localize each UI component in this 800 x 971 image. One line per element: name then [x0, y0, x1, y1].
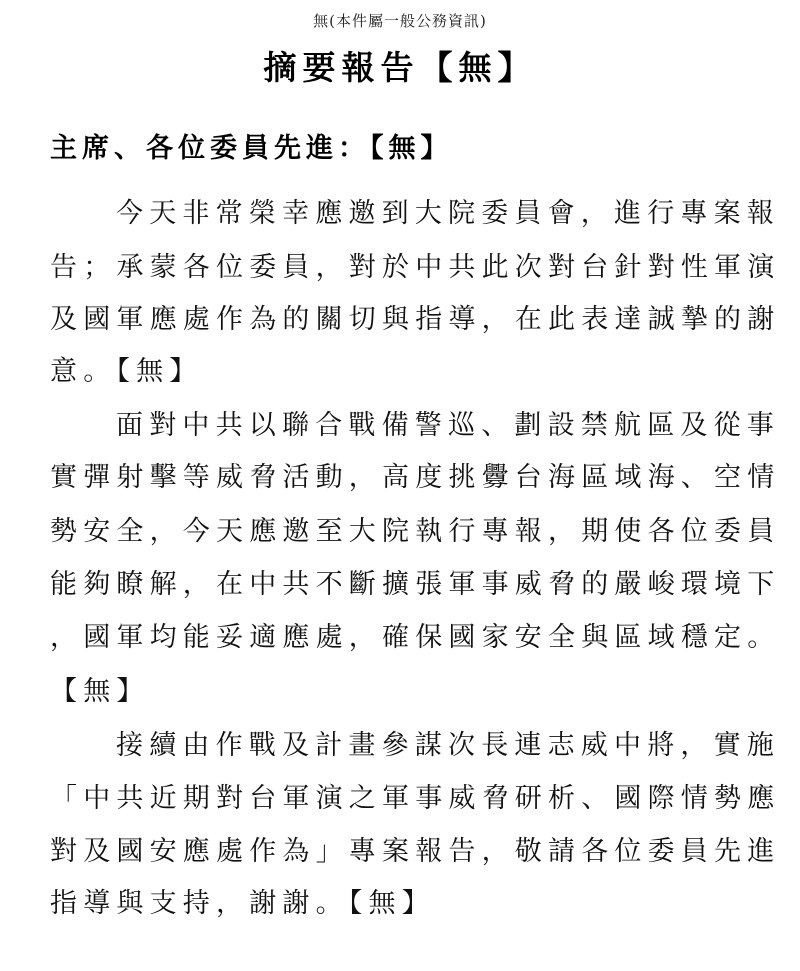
text-line: 能夠瞭解，在中共不斷擴張軍事威脅的嚴峻環境下	[50, 569, 781, 600]
text-line: 面對中共以聯合戰備警巡、劃設禁航區及從事	[116, 410, 780, 441]
page-title: 摘要報告【無】	[263, 48, 537, 87]
text-line: 對及國安應處作為」專案報告，敬請各位委員先進	[50, 836, 781, 867]
text-line: 意。【無】	[50, 356, 203, 387]
text-line: 【無】	[50, 676, 150, 707]
salutation: 主席、各位委員先進：【無】	[50, 133, 453, 164]
text-line: 「中共近期對台軍演之軍事威脅研析、國際情勢應	[50, 783, 781, 814]
text-line: 指導與支持，謝謝。【無】	[50, 888, 435, 919]
text-line: 告；承蒙各位委員，對於中共此次對台針對性軍演	[50, 252, 781, 283]
text-line: 實彈射擊等威脅活動，高度挑釁台海區域海、空情	[50, 462, 781, 493]
text-line: 及國軍應處作為的關切與指導，在此表達誠摯的謝	[50, 304, 781, 335]
text-line: 勢安全，今天應邀至大院執行專報，期使各位委員	[50, 516, 781, 547]
text-line: 今天非常榮幸應邀到大院委員會，進行專案報	[116, 198, 780, 229]
classification-label: 無(本件屬一般公務資訊)	[313, 12, 487, 30]
text-line: ，國軍均能妥適應處，確保國家安全與區域穩定。	[50, 622, 781, 653]
text-line: 接續由作戰及計畫參謀次長連志威中將，實施	[116, 730, 780, 761]
